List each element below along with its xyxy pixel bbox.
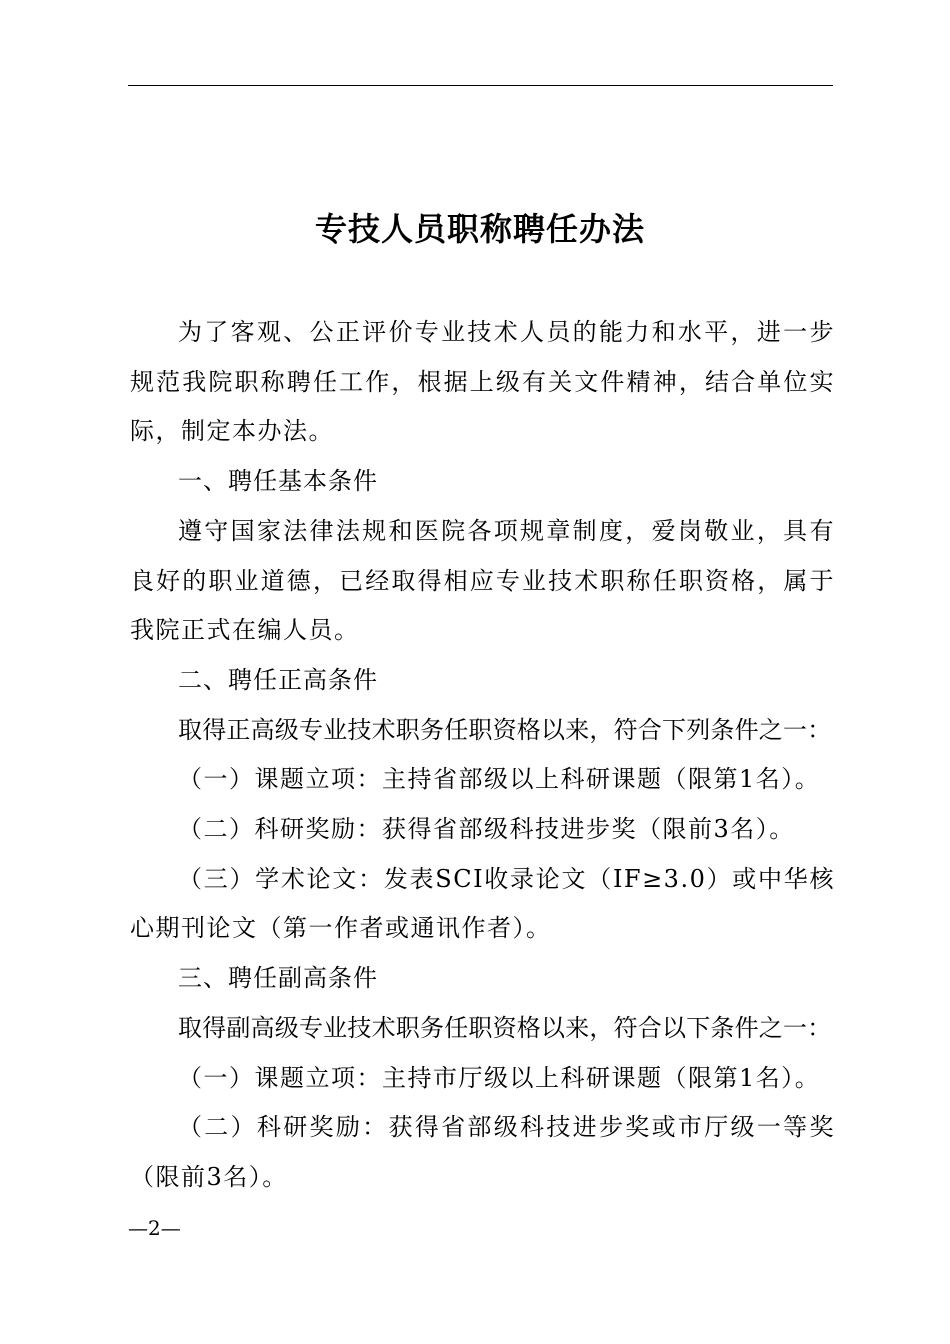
section-1-paragraph: 遵守国家法律法规和医院各项规章制度，爱岗敬业，具有良好的职业道德，已经取得相应专业技术职称任职资格，属于我院正式在编人员。	[130, 516, 835, 645]
section-heading-2: 二、聘任正高条件	[178, 665, 378, 694]
document-body	[130, 308, 835, 1203]
section-heading-3: 三、聘任副高条件	[178, 964, 378, 993]
section-3-item-1: （一）课题立项：主持市厅级以上科研课题（限第1名）。	[178, 1063, 821, 1092]
section-3-intro: 取得副高级专业技术职务任职资格以来，符合以下条件之一：	[178, 1013, 832, 1042]
section-2-item-3: （三）学术论文：发表SCI收录论文（IF≥3.0）或中华核心期刊论文（第一作者或通讯作者）。	[130, 864, 835, 943]
section-2-item-2: （二）科研奖励：获得省部级科技进步奖（限前3名）。	[178, 815, 795, 844]
page-number: —2—	[128, 1216, 181, 1240]
section-3-item-2: （二）科研奖励：获得省部级科技进步奖或市厅级一等奖（限前3名）。	[130, 1113, 835, 1191]
document-title: 专技人员职称聘任办法	[314, 210, 645, 248]
section-2-intro: 取得正高级专业技术职务任职资格以来，符合下列条件之一：	[178, 715, 832, 744]
intro-paragraph: 为了客观、公正评价专业技术人员的能力和水平，进一步规范我院职称聘任工作，根据上级有关文件精神，结合单位实际，制定本办法。	[130, 318, 835, 446]
section-heading-1: 一、聘任基本条件	[178, 467, 378, 496]
header-rule	[128, 85, 833, 86]
section-2-item-1: （一）课题立项：主持省部级以上科研课题（限第1名）。	[178, 765, 821, 794]
